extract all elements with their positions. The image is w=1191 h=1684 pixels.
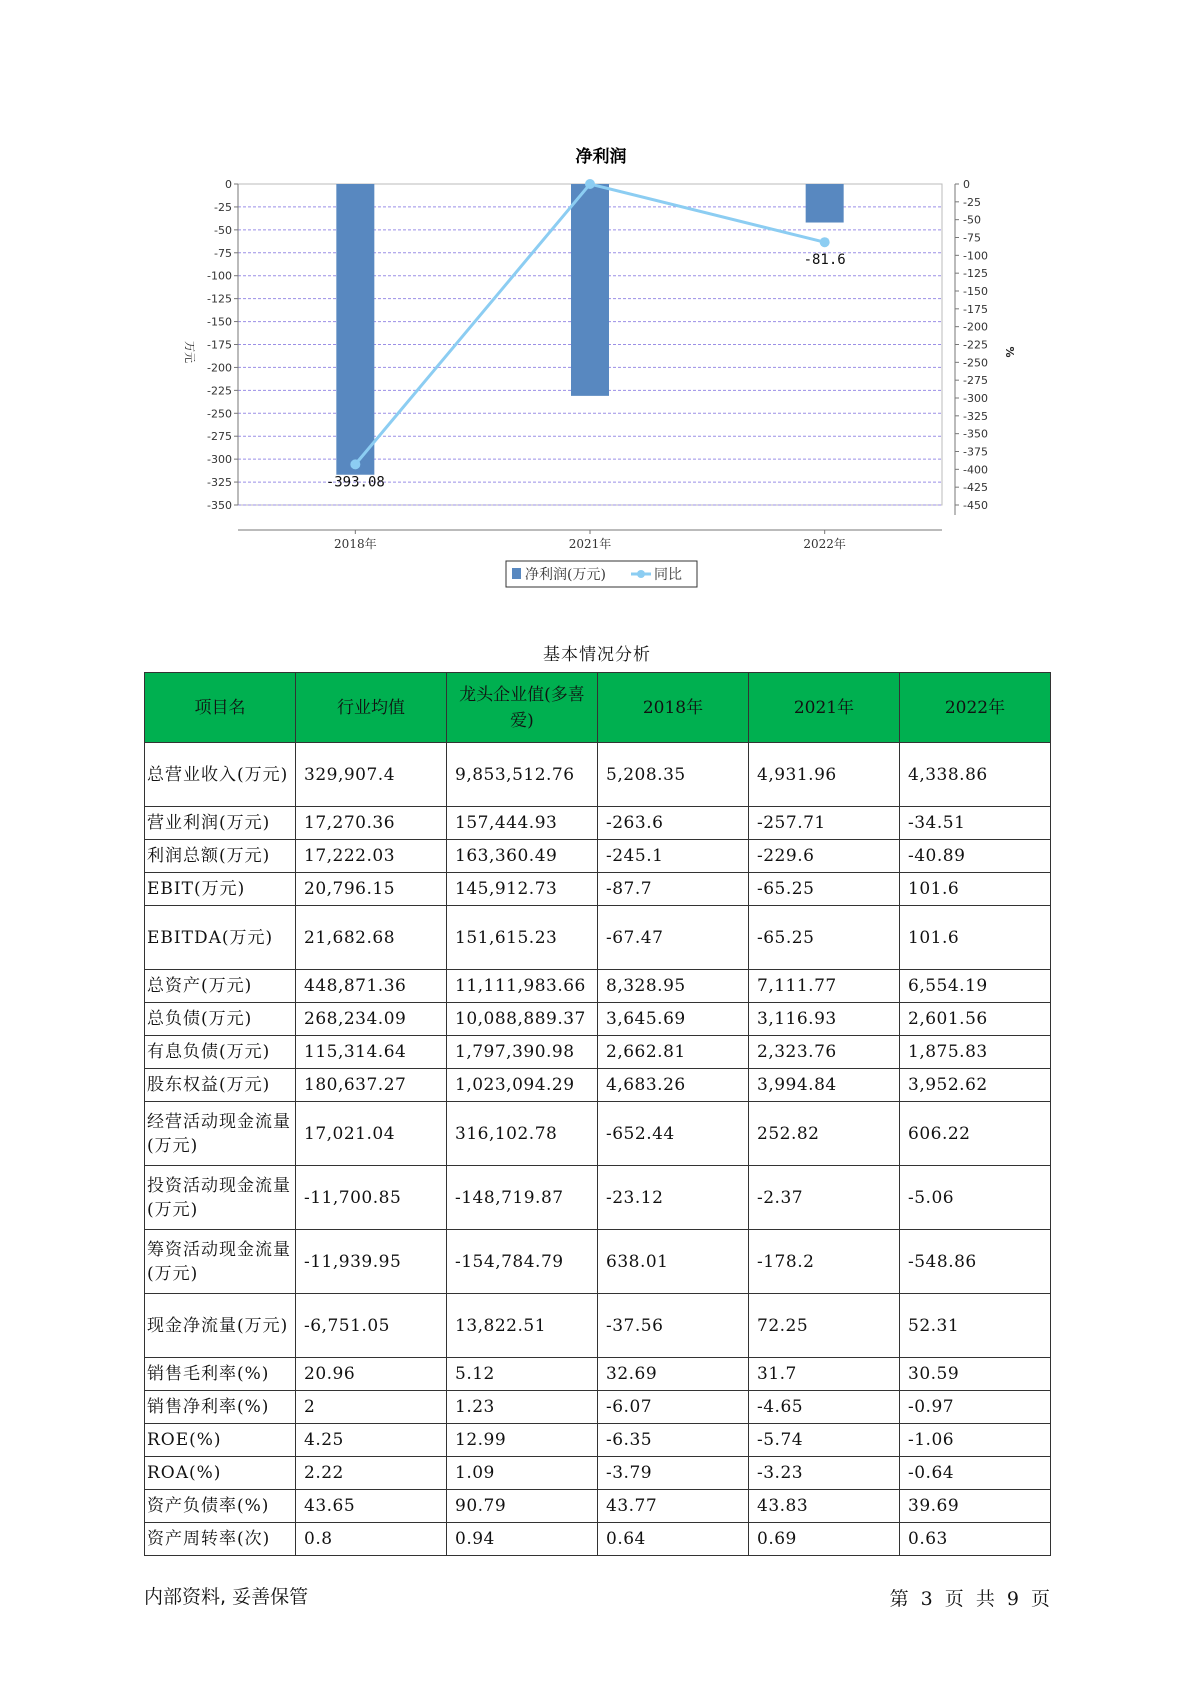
table-row <box>145 873 1051 906</box>
table-row <box>145 1457 1051 1490</box>
table-value-cell: 39.69 <box>900 1490 1051 1523</box>
row-label-cell: 有息负债(万元) <box>145 1036 296 1069</box>
table-value-cell: 1.09 <box>447 1457 598 1490</box>
row-label-cell: 利润总额(万元) <box>145 840 296 873</box>
table-value-cell: 157,444.93 <box>447 807 598 840</box>
right-tick-label: -375 <box>963 445 988 459</box>
table-value-cell: 180,637.27 <box>296 1069 447 1102</box>
net-profit-bar <box>806 184 844 223</box>
net-profit-chart <box>0 0 1191 600</box>
table-value-cell: 316,102.78 <box>447 1102 598 1166</box>
left-tick-label: -325 <box>207 476 232 490</box>
row-label-cell: 经营活动现金流量(万元) <box>145 1102 296 1166</box>
table-value-cell: 448,871.36 <box>296 970 447 1003</box>
legend-line-label: 同比 <box>654 567 682 583</box>
left-tick-label: -125 <box>207 292 232 306</box>
table-value-cell: 2.22 <box>296 1457 447 1490</box>
left-tick-label: -275 <box>207 430 232 444</box>
right-tick-label: -450 <box>963 499 988 512</box>
table-header-cell: 2021年 <box>749 673 900 743</box>
table-value-cell: 606.22 <box>900 1102 1051 1166</box>
row-label-cell: ROE(%) <box>145 1424 296 1457</box>
row-label-cell: 销售毛利率(%) <box>145 1358 296 1391</box>
yoy-data-label: -393.08 <box>325 474 385 491</box>
yoy-point <box>585 179 595 189</box>
table-header-row <box>145 673 1051 743</box>
table-header-cell: 项目名 <box>145 673 296 743</box>
table-value-cell: 0.64 <box>598 1523 749 1556</box>
table-value-cell: 30.59 <box>900 1358 1051 1391</box>
table-value-cell: 90.79 <box>447 1490 598 1523</box>
table-value-cell: -3.23 <box>749 1457 900 1490</box>
table-value-cell: -548.86 <box>900 1230 1051 1294</box>
table-value-cell: 31.7 <box>749 1358 900 1391</box>
table-value-cell: 145,912.73 <box>447 873 598 906</box>
table-value-cell: -148,719.87 <box>447 1166 598 1230</box>
table-value-cell: 43.77 <box>598 1490 749 1523</box>
row-label-cell: 销售净利率(%) <box>145 1391 296 1424</box>
table-value-cell: 1.23 <box>447 1391 598 1424</box>
x-tick-label: 2022年 <box>803 537 846 551</box>
right-tick-label: -125 <box>963 267 988 281</box>
table-row <box>145 1523 1051 1556</box>
right-tick-label: -50 <box>963 213 981 227</box>
yoy-point <box>820 237 830 247</box>
row-label-cell: 营业利润(万元) <box>145 807 296 840</box>
right-tick-label: -75 <box>963 231 981 245</box>
table-row <box>145 970 1051 1003</box>
left-tick-label: -225 <box>207 384 232 398</box>
table-value-cell: 9,853,512.76 <box>447 743 598 807</box>
table-value-cell: -6.35 <box>598 1424 749 1457</box>
left-tick-label: -75 <box>214 246 232 260</box>
table-caption: 基本情况分析 <box>543 645 651 665</box>
table-value-cell: -4.65 <box>749 1391 900 1424</box>
yoy-point <box>350 459 360 469</box>
right-tick-label: -275 <box>963 374 988 388</box>
table-value-cell: 21,682.68 <box>296 906 447 970</box>
table-value-cell: -154,784.79 <box>447 1230 598 1294</box>
table-value-cell: 5,208.35 <box>598 743 749 807</box>
table-value-cell: 1,875.83 <box>900 1036 1051 1069</box>
table-value-cell: 5.12 <box>447 1358 598 1391</box>
table-value-cell: 0.8 <box>296 1523 447 1556</box>
table-row <box>145 906 1051 970</box>
table-row <box>145 1003 1051 1036</box>
table-value-cell: -5.74 <box>749 1424 900 1457</box>
table-value-cell: -1.06 <box>900 1424 1051 1457</box>
table-value-cell: -229.6 <box>749 840 900 873</box>
table-value-cell: -23.12 <box>598 1166 749 1230</box>
table-row <box>145 743 1051 807</box>
left-tick-label: -200 <box>207 361 232 375</box>
right-tick-label: -225 <box>963 338 988 352</box>
table-value-cell: 52.31 <box>900 1294 1051 1358</box>
row-label-cell: EBITDA(万元) <box>145 906 296 970</box>
right-tick-label: -425 <box>963 481 988 495</box>
left-axis-label: 万元 <box>183 341 196 363</box>
table-value-cell: 329,907.4 <box>296 743 447 807</box>
row-label-cell: 资产周转率(次) <box>145 1523 296 1556</box>
right-tick-label: -300 <box>963 392 988 405</box>
right-tick-label: -350 <box>963 427 988 441</box>
table-value-cell: -245.1 <box>598 840 749 873</box>
table-value-cell: 163,360.49 <box>447 840 598 873</box>
x-tick-label: 2018年 <box>334 537 377 551</box>
row-label-cell: ROA(%) <box>145 1457 296 1490</box>
right-tick-label: -150 <box>963 285 988 298</box>
right-tick-label: -25 <box>963 195 981 209</box>
right-tick-label: -175 <box>963 302 988 316</box>
left-tick-label: -250 <box>207 407 232 421</box>
table-value-cell: 43.83 <box>749 1490 900 1523</box>
table-value-cell: 0.69 <box>749 1523 900 1556</box>
table-value-cell: -5.06 <box>900 1166 1051 1230</box>
table-value-cell: -257.71 <box>749 807 900 840</box>
table-value-cell: 20.96 <box>296 1358 447 1391</box>
row-label-cell: 投资活动现金流量(万元) <box>145 1166 296 1230</box>
row-label-cell: 股东权益(万元) <box>145 1069 296 1102</box>
table-header-cell: 龙头企业值(多喜爱) <box>447 673 598 743</box>
table-value-cell: -67.47 <box>598 906 749 970</box>
table-value-cell: -65.25 <box>749 906 900 970</box>
legend-bar-swatch <box>512 568 521 579</box>
table-value-cell: -40.89 <box>900 840 1051 873</box>
table-value-cell: -37.56 <box>598 1294 749 1358</box>
table-value-cell: 3,116.93 <box>749 1003 900 1036</box>
left-tick-label: -150 <box>207 315 232 329</box>
table-value-cell: -6.07 <box>598 1391 749 1424</box>
footer-confidential-note: 内部资料, 妥善保管 <box>144 1586 309 1608</box>
table-value-cell: -11,700.85 <box>296 1166 447 1230</box>
row-label-cell: 总负债(万元) <box>145 1003 296 1036</box>
table-value-cell: 0.94 <box>447 1523 598 1556</box>
table-value-cell: 17,270.36 <box>296 807 447 840</box>
right-tick-label: -400 <box>963 463 988 477</box>
net-profit-bar <box>571 184 609 396</box>
right-tick-label: -100 <box>963 249 988 263</box>
chart-title: 净利润 <box>575 147 627 167</box>
table-row <box>145 1166 1051 1230</box>
table-value-cell: 2 <box>296 1391 447 1424</box>
table-value-cell: 13,822.51 <box>447 1294 598 1358</box>
footer-page-number: 第 3 页 共 9 页 <box>889 1588 1050 1610</box>
table-value-cell: 252.82 <box>749 1102 900 1166</box>
table-value-cell: -11,939.95 <box>296 1230 447 1294</box>
table-header-cell: 2018年 <box>598 673 749 743</box>
table-value-cell: 11,111,983.66 <box>447 970 598 1003</box>
table-value-cell: 17,021.04 <box>296 1102 447 1166</box>
row-label-cell: 现金净流量(万元) <box>145 1294 296 1358</box>
table-value-cell: 7,111.77 <box>749 970 900 1003</box>
table-value-cell: 20,796.15 <box>296 873 447 906</box>
table-value-cell: 8,328.95 <box>598 970 749 1003</box>
table-row <box>145 1069 1051 1102</box>
chart-legend <box>506 561 697 587</box>
table-value-cell: 268,234.09 <box>296 1003 447 1036</box>
table-value-cell: 17,222.03 <box>296 840 447 873</box>
left-tick-label: 0 <box>225 178 232 191</box>
right-tick-label: -325 <box>963 409 988 423</box>
table-value-cell: 3,994.84 <box>749 1069 900 1102</box>
net-profit-bar <box>336 184 374 475</box>
table-value-cell: 3,645.69 <box>598 1003 749 1036</box>
table-row <box>145 1294 1051 1358</box>
table-value-cell: 115,314.64 <box>296 1036 447 1069</box>
table-header-cell: 2022年 <box>900 673 1051 743</box>
table-value-cell: 4,931.96 <box>749 743 900 807</box>
table-row <box>145 1230 1051 1294</box>
table-value-cell: -263.6 <box>598 807 749 840</box>
table-value-cell: 2,323.76 <box>749 1036 900 1069</box>
row-label-cell: EBIT(万元) <box>145 873 296 906</box>
table-value-cell: 151,615.23 <box>447 906 598 970</box>
left-tick-label: -300 <box>207 453 232 467</box>
table-row <box>145 840 1051 873</box>
table-row <box>145 1490 1051 1523</box>
table-value-cell: -65.25 <box>749 873 900 906</box>
table-value-cell: -652.44 <box>598 1102 749 1166</box>
table-value-cell: -3.79 <box>598 1457 749 1490</box>
table-value-cell: 72.25 <box>749 1294 900 1358</box>
table-value-cell: 0.63 <box>900 1523 1051 1556</box>
table-row <box>145 807 1051 840</box>
table-row <box>145 1391 1051 1424</box>
right-axis-label: % <box>1003 346 1016 358</box>
row-label-cell: 资产负债率(%) <box>145 1490 296 1523</box>
table-value-cell: -87.7 <box>598 873 749 906</box>
right-tick-label: -250 <box>963 356 988 370</box>
right-tick-label: -200 <box>963 320 988 334</box>
legend-bar-label: 净利润(万元) <box>525 567 606 583</box>
table-value-cell: 101.6 <box>900 906 1051 970</box>
yoy-data-label: -81.6 <box>803 252 846 269</box>
table-value-cell: 1,797,390.98 <box>447 1036 598 1069</box>
table-row <box>145 1102 1051 1166</box>
row-label-cell: 总营业收入(万元) <box>145 743 296 807</box>
table-row <box>145 1424 1051 1457</box>
table-value-cell: 43.65 <box>296 1490 447 1523</box>
table-value-cell: 6,554.19 <box>900 970 1051 1003</box>
table-value-cell: 12.99 <box>447 1424 598 1457</box>
table-value-cell: -178.2 <box>749 1230 900 1294</box>
table-row <box>145 1358 1051 1391</box>
table-value-cell: -0.97 <box>900 1391 1051 1424</box>
table-header-cell: 行业均值 <box>296 673 447 743</box>
table-value-cell: 4,338.86 <box>900 743 1051 807</box>
row-label-cell: 筹资活动现金流量(万元) <box>145 1230 296 1294</box>
x-tick-label: 2021年 <box>568 537 612 551</box>
right-tick-label: 0 <box>963 178 970 191</box>
table-value-cell: 1,023,094.29 <box>447 1069 598 1102</box>
table-value-cell: -2.37 <box>749 1166 900 1230</box>
table-value-cell: -0.64 <box>900 1457 1051 1490</box>
table-value-cell: 4,683.26 <box>598 1069 749 1102</box>
table-row <box>145 1036 1051 1069</box>
table-value-cell: 101.6 <box>900 873 1051 906</box>
left-tick-label: -25 <box>214 200 232 214</box>
basic-analysis-table <box>144 672 1051 1556</box>
left-tick-label: -350 <box>207 499 232 512</box>
table-value-cell: 32.69 <box>598 1358 749 1391</box>
table-value-cell: 638.01 <box>598 1230 749 1294</box>
left-tick-label: -175 <box>207 338 232 352</box>
table-value-cell: 10,088,889.37 <box>447 1003 598 1036</box>
left-tick-label: -50 <box>214 223 232 237</box>
table-value-cell: 2,662.81 <box>598 1036 749 1069</box>
table-value-cell: -6,751.05 <box>296 1294 447 1358</box>
row-label-cell: 总资产(万元) <box>145 970 296 1003</box>
table-value-cell: 3,952.62 <box>900 1069 1051 1102</box>
table-value-cell: -34.51 <box>900 807 1051 840</box>
left-tick-label: -100 <box>207 269 232 283</box>
table-value-cell: 4.25 <box>296 1424 447 1457</box>
legend-line-marker <box>637 570 645 578</box>
table-value-cell: 2,601.56 <box>900 1003 1051 1036</box>
